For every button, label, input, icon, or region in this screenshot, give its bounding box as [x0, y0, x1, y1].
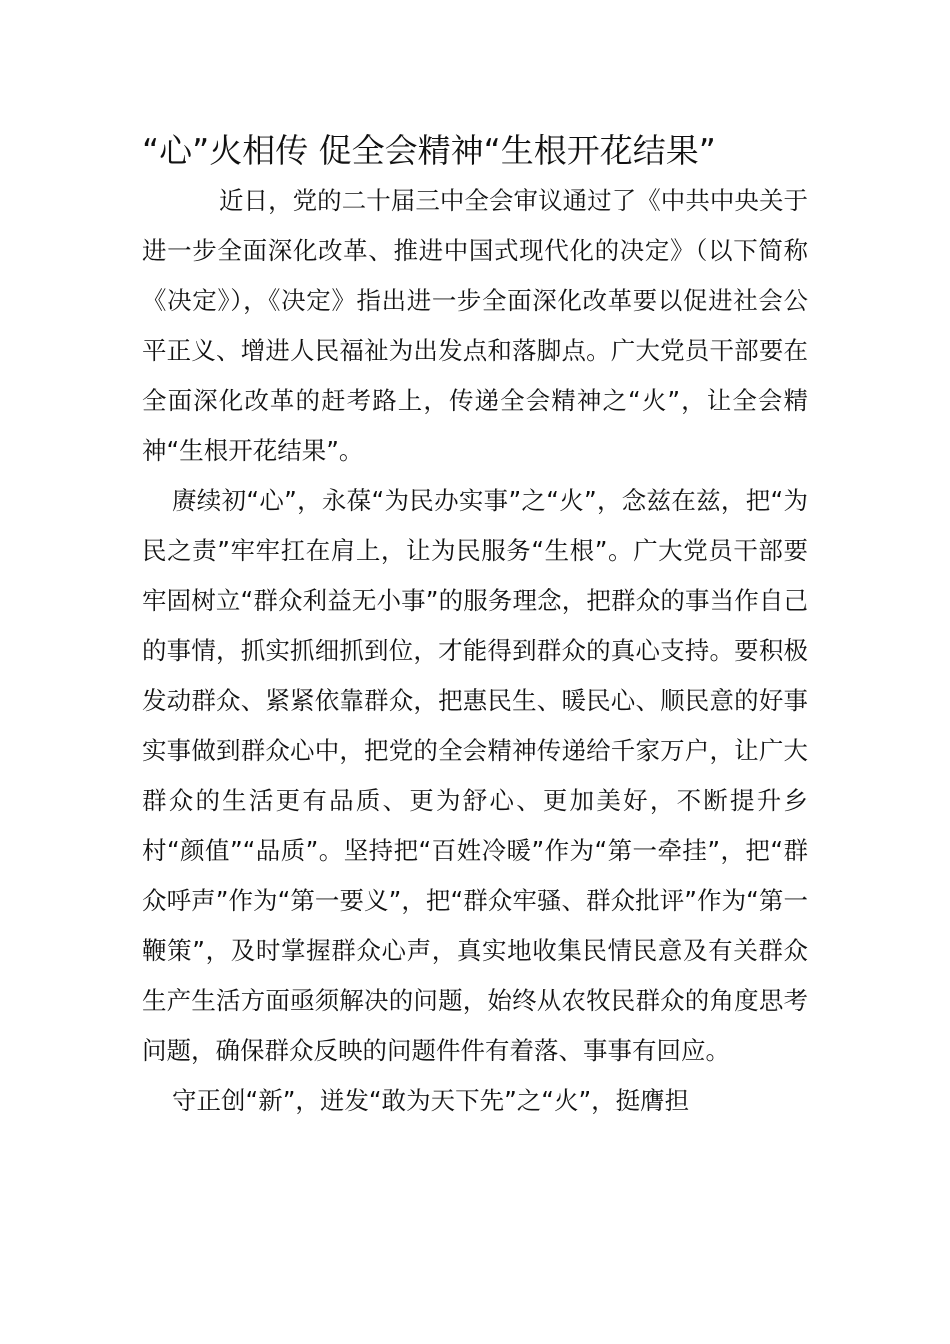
paragraph-serve-people: 赓续初“心”，永葆“为民办实事”之“火”，念兹在兹，把“为民之责”牢牢扛在肩上，让为民服务“生根”。广大党员干部要牢固树立“群众利益无小事”的服务理念，把群众的事当作自己的事情，抓实抓细抓到位，才能得到群众的真心支持。要积极发动群众、紧紧依靠群众，把惠民生、暖民心、顺民意的好事实事做到群众心中，把党的全会精神传递给千家万户，让广大群众的生活更有品质、更为舒心、更加美好，不断提升乡村“颜值”“品质”。坚持把“百姓冷暖”作为“第一牵挂”，把“群众呼声”作为“第一要义”，把“群众牢骚、群众批评”作为“第一鞭策”，及时掌握群众心声，真实地收集民情民意及有关群众生产生活方面亟须解决的问题，始终从农牧民群众的角度思考问题，确保群众反映的问题件件有着落、事事有回应。 — [142, 486, 808, 1065]
document-body — [142, 176, 808, 1126]
document-title: “心”火相传 促全会精神“生根开花结果” — [142, 131, 716, 170]
paragraph-intro: 近日，党的二十届三中全会审议通过了《中共中央关于进一步全面深化改革、推进中国式现代化的决定》（以下简称《决定》），《决定》指出进一步全面深化改革要以促进社会公平正义、增进人民福祉为出发点和落脚点。广大党员干部要在全面深化改革的赶考路上，传递全会精神之“火”，让全会精神“生根开花结果”。 — [142, 186, 808, 465]
paragraph-innovate: 守正创“新”，迸发“敢为天下先”之“火”，挺膺担 — [172, 1086, 690, 1115]
